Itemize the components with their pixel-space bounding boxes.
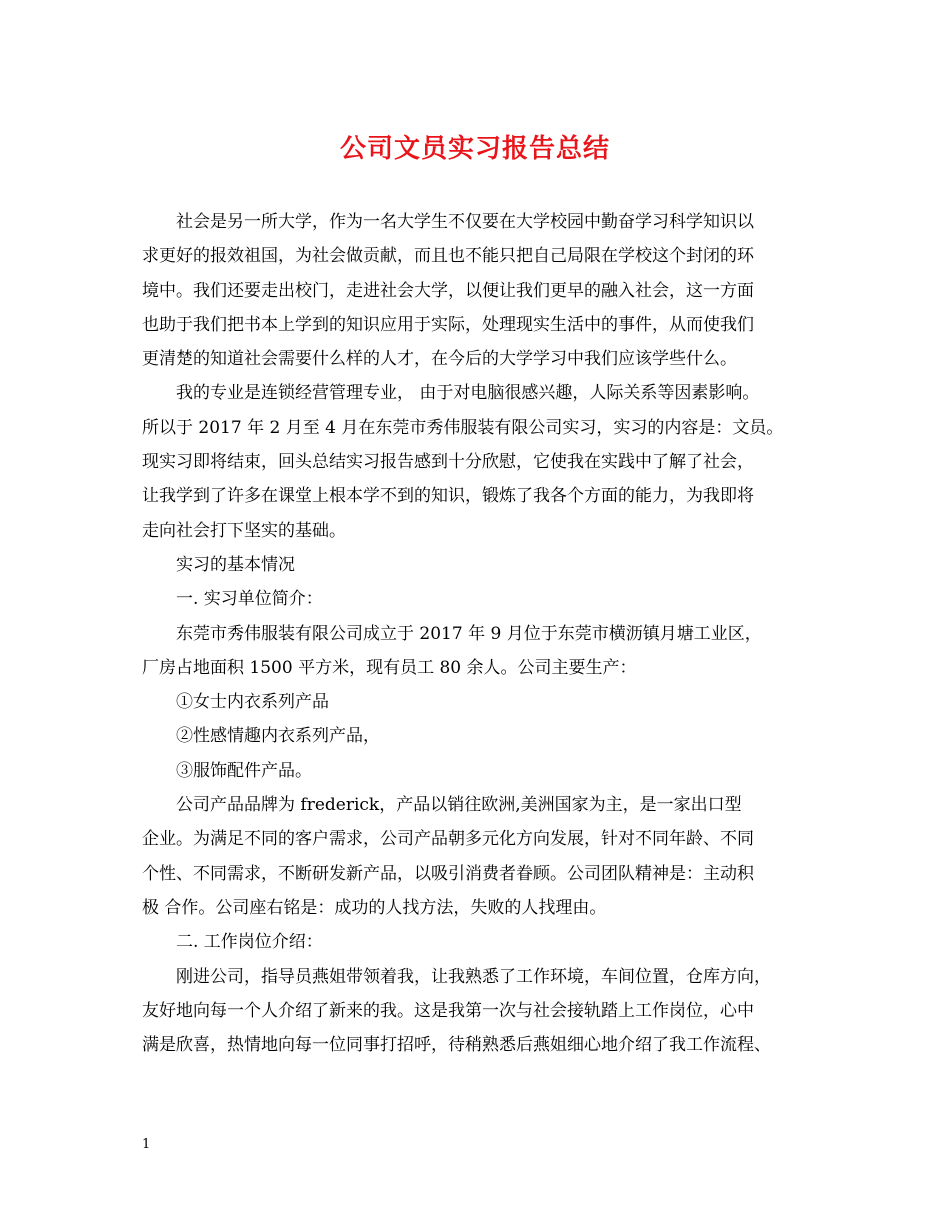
- text-line: 更清楚的知道社会需要什么样的人才，在今后的大学学习中我们应该学些什么。: [142, 349, 737, 370]
- page-number: 1: [142, 1137, 151, 1152]
- text-line: 现实习即将结束，回头总结实习报告感到十分欣慰，它使我在实践中了解了社会，: [142, 452, 754, 473]
- text-line: 走向社会打下坚实的基础。: [142, 520, 346, 541]
- text-line: 让我学到了许多在课堂上根本学不到的知识，锻炼了我各个方面的能力，为我即将: [142, 486, 754, 507]
- text-line: 也助于我们把书本上学到的知识应用于实际，处理现实生活中的事件，从而使我们: [142, 314, 754, 335]
- text-line: 满是欣喜，热情地向每一位同事打招呼，待稍熟悉后燕姐细心地介绍了我工作流程、: [142, 1035, 771, 1056]
- text-line: 求更好的报效祖国，为社会做贡献，而且也不能只把自己局限在学校这个封闭的环: [142, 246, 754, 267]
- text-line: 所以于 2017 年 2 月至 4 月在东莞市秀伟服装有限公司实习，实习的内容是：文员。: [142, 417, 784, 438]
- text-line: 我的专业是连锁经营管理专业， 由于对电脑很感兴趣，人际关系等因素影响。: [176, 383, 760, 404]
- text-line: 企业。为满足不同的客户需求，公司产品朝多元化方向发展，针对不同年龄、不同: [142, 829, 754, 850]
- text-line: 个性、不同需求，不断研发新产品，以吸引消费者眷顾。公司团队精神是：主动积: [142, 863, 754, 884]
- text-line: 社会是另一所大学，作为一名大学生不仅要在大学校园中勤奋学习科学知识以: [176, 212, 754, 232]
- text-line: 公司产品品牌为 frederick，产品以销往欧洲,美洲国家为主，是一家出口型: [176, 795, 742, 816]
- text-line: 二. 工作岗位介绍：: [176, 932, 323, 953]
- text-line: 实习的基本情况: [176, 554, 295, 575]
- text-line: 极 合作。公司座右铭是：成功的人找方法，失败的人找理由。: [142, 897, 607, 918]
- text-line: 境中。我们还要走出校门，走进社会大学，以便让我们更早的融入社会，这一方面: [142, 280, 754, 301]
- text-line: 刚进公司，指导员燕姐带领着我，让我熟悉了工作环境，车间位置，仓库方向，: [176, 966, 771, 987]
- document-title: 公司文员实习报告总结: [339, 134, 610, 164]
- text-line: 厂房占地面积 1500 平方米，现有员工 80 余人。公司主要生产：: [142, 657, 637, 678]
- text-line: 一. 实习单位简介：: [176, 589, 323, 610]
- text-line: ③服饰配件产品。: [176, 760, 312, 781]
- text-line: 友好地向每一个人介绍了新来的我。这是我第一次与社会接轨踏上工作岗位，心中: [142, 1000, 754, 1021]
- document-body: [142, 205, 814, 1062]
- text-line: ②性感情趣内衣系列产品，: [176, 726, 380, 747]
- text-line: 东莞市秀伟服装有限公司成立于 2017 年 9 月位于东莞市横沥镇月塘工业区，: [176, 623, 762, 644]
- text-line: ①女士内衣系列产品: [176, 692, 329, 713]
